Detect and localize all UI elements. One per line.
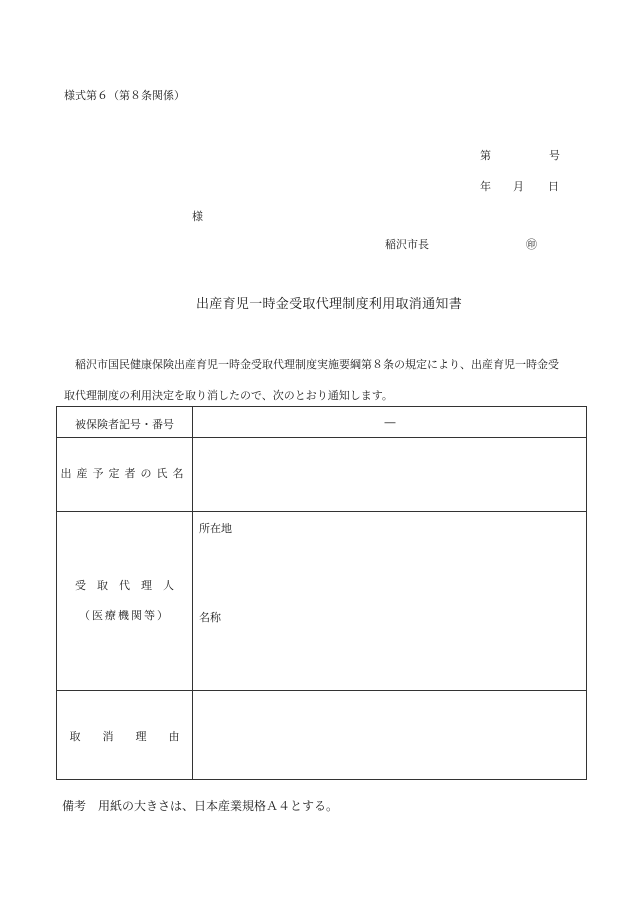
table-row-divider (57, 511, 586, 512)
receiving-agent-sublabel: （医療機関等） (79, 609, 170, 622)
agent-location-field[interactable] (242, 515, 580, 539)
agent-name-label: 名称 (199, 611, 221, 624)
date-day-label: 日 (548, 180, 559, 193)
insured-number-value: ― (384, 416, 396, 429)
date-year-label: 年 (480, 180, 491, 193)
expectant-mother-name-field[interactable] (193, 438, 586, 511)
notification-table (56, 406, 587, 780)
addressee-suffix: 様 (192, 210, 203, 223)
cancellation-reason-field[interactable] (193, 691, 586, 779)
document-title: 出産育児一時金受取代理制度利用取消通知書 (196, 297, 463, 312)
document-number-prefix: 第 (480, 149, 491, 162)
seal-mark: ㊞ (526, 238, 537, 251)
cancellation-reason-label: 取 消 理 由 (69, 730, 180, 743)
receiving-agent-label: 受 取 代 理 人 (75, 579, 174, 592)
body-text-line-2: 取代理制度の利用決定を取り消したので、次のとおり通知します。 (64, 389, 393, 402)
document-number-suffix: 号 (549, 149, 560, 162)
insured-number-label: 被保険者記号・番号 (75, 418, 174, 431)
body-text-line-1: 稲沢市国民健康保険出産育児一時金受取代理制度実施要綱第８条の規定により、出産育児一時金受 (75, 358, 559, 371)
agent-name-field[interactable] (237, 604, 580, 628)
date-month-label: 月 (513, 180, 524, 193)
form-number: 様式第６（第８条関係） (64, 89, 185, 102)
issuer-name: 稲沢市長 (385, 238, 429, 251)
remarks-note: 備考 用紙の大きさは、日本産業規格Ａ４とする。 (62, 799, 339, 813)
expectant-mother-name-label: 出産予定者の氏名 (60, 467, 189, 480)
agent-location-label: 所在地 (199, 522, 232, 535)
